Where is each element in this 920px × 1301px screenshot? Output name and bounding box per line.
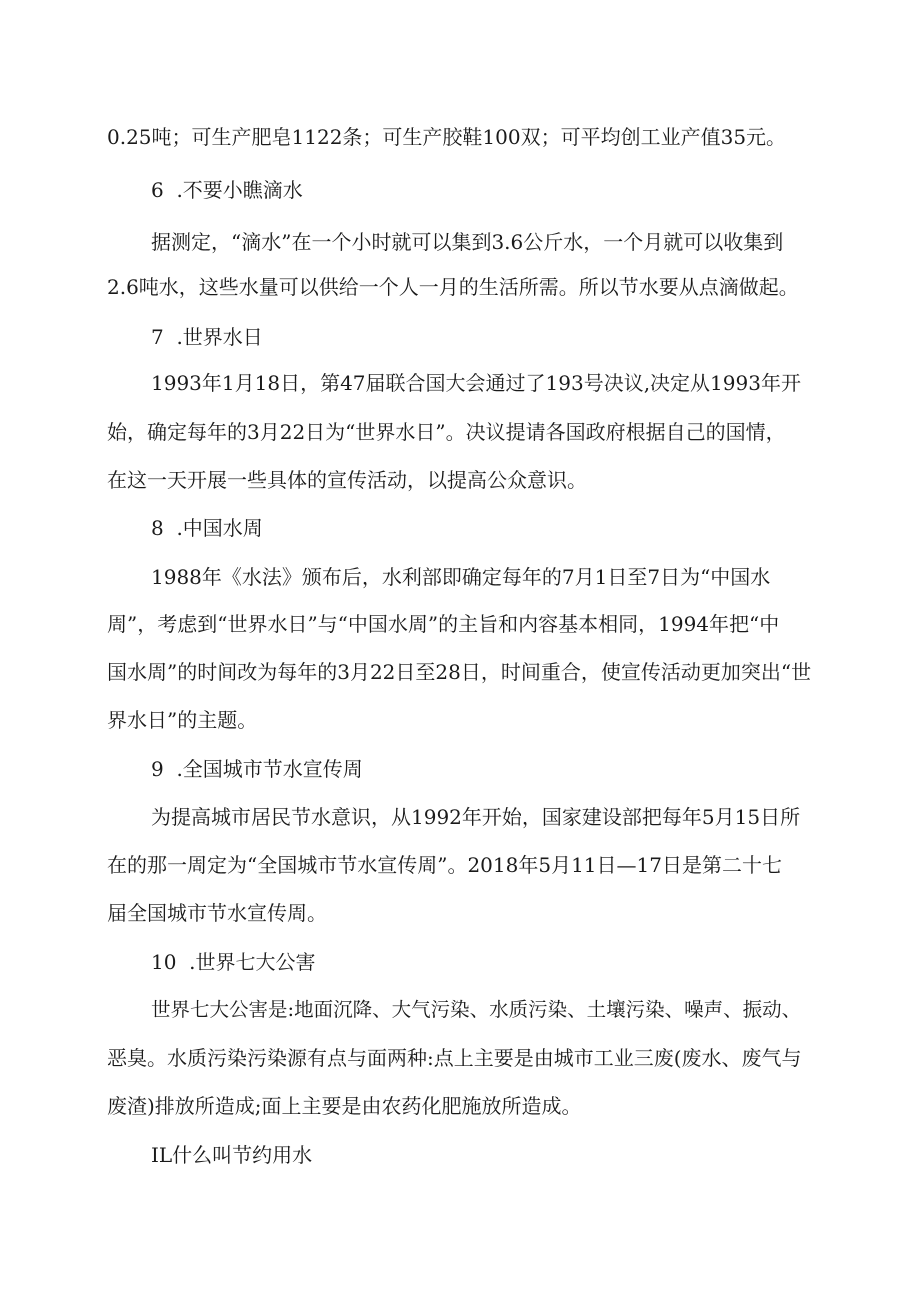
text-line: 世界七大公害是:地面沉降、大气污染、水质污染、土壤污染、噪声、振动、 bbox=[151, 998, 802, 1021]
text-line: 届全国城市节水宣传周。 bbox=[107, 901, 327, 925]
section-heading-8: 8 .中国水周 bbox=[151, 516, 263, 540]
text-line: 恶臭。水质污染污染源有点与面两种:点上主要是由城市工业三废(废水、废气与 bbox=[107, 1046, 802, 1070]
text-line: 2.6吨水，这些水量可以供给一个人一月的生活所需。所以节水要从点滴做起。 bbox=[107, 275, 799, 299]
text-line: 1988年《水法》颁布后，水利部即确定每年的7月1日至7日为“中国水 bbox=[151, 565, 771, 589]
text-line: 为提高城市居民节水意识，从1992年开始，国家建设部把每年5月15日所 bbox=[151, 805, 801, 829]
text-line: 在这一天开展一些具体的宣传活动，以提高公众意识。 bbox=[107, 468, 587, 492]
section-heading-9: 9 .全国城市节水宣传周 bbox=[151, 757, 363, 781]
text-line: 废渣)排放所造成;面上主要是由农药化肥施放所造成。 bbox=[107, 1094, 582, 1118]
section-heading-6: 6 .不要小瞧滴水 bbox=[151, 178, 303, 202]
text-line: 在的那一周定为“全国城市节水宣传周”。2018年5月11日—17日是第二十七 bbox=[107, 853, 782, 877]
text-line: 界水日”的主题。 bbox=[107, 708, 258, 732]
text-line: 据测定，“滴水”在一个小时就可以集到3.6公斤水，一个月就可以收集到 bbox=[151, 230, 784, 254]
text-line: 0.25吨；可生产肥皂1122条；可生产胶鞋100双；可平均创工业产值35元。 bbox=[107, 125, 787, 149]
text-line: 周”，考虑到“世界水日”与“中国水周”的主旨和内容基本相同，1994年把“中 bbox=[107, 612, 780, 636]
text-line: 1993年1月18日，第47届联合国大会通过了193号决议,决定从1993年开 bbox=[151, 371, 801, 395]
text-line: 始，确定每年的3月22日为“世界水日”。决议提请各国政府根据自己的国情， bbox=[107, 420, 786, 444]
section-heading-10: 10 .世界七大公害 bbox=[151, 950, 316, 974]
text-line: 国水周”的时间改为每年的3月22日至28日，时间重合，使宣传活动更加突出“世 bbox=[107, 660, 812, 684]
section-heading-7: 7 .世界水日 bbox=[151, 325, 263, 349]
section-heading-11: IL什么叫节约用水 bbox=[151, 1143, 313, 1167]
